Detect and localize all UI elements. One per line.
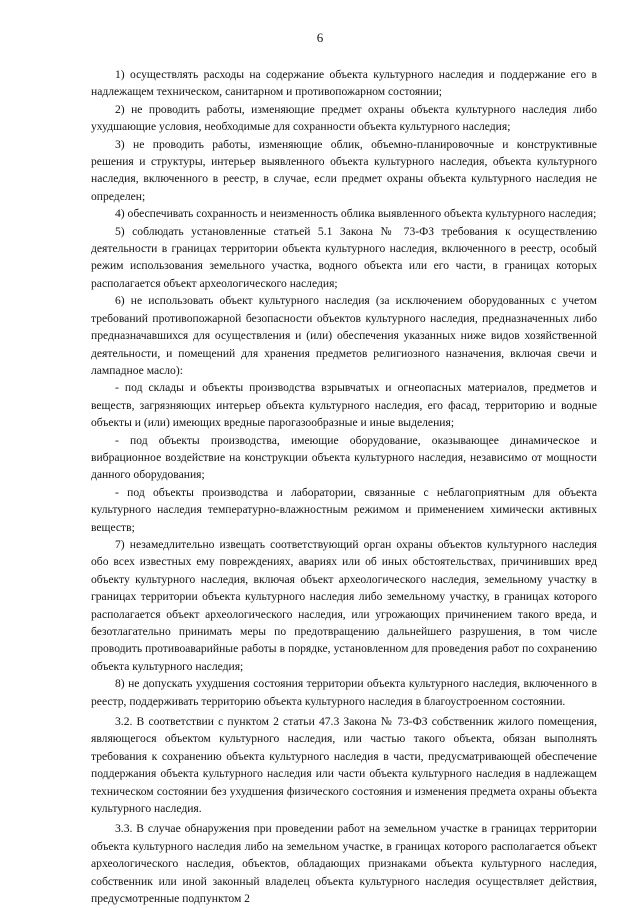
paragraph-item-7: 7) незамедлительно извещать соответствующий орган охраны объектов культурного наследия обо всех известных ему повреждениях, авариях или об иных обстоятельствах, причинивших вред объекту культурного наследия, включая объект археологического наследия, земельному участку в границах территории объекта культурного наследия либо земельному участку, в границах которого располагается объект археологического наследия, или угрожающих причинением такого вреда, и безотлагательно принимать меры по предотвращению дальнейшего разрушения, в том числе проводить противоаварийные работы в порядке, установленном для проведения работ по сохранению объекта культурного наследия; bbox=[91, 537, 597, 673]
paragraph-item-2: 2) не проводить работы, изменяющие предмет охраны объекта культурного наследия либо ухудшающие условия, необходимые для сохранности объекта культурного наследия; bbox=[91, 102, 597, 134]
paragraph-bullet-1: - под склады и объекты производства взрывчатых и огнеопасных материалов, предметов и веществ, загрязняющих интерьер объекта культурного наследия, его фасад, территорию и водные объекты и (или) имеющих вредные парогазообразные и иные выделения; bbox=[91, 381, 597, 430]
paragraph-item-4: 4) обеспечивать сохранность и неизменность облика выявленного объекта культурного наследия; bbox=[115, 207, 597, 221]
page-number: 6 bbox=[316, 30, 324, 45]
paragraph-section-3-2: 3.2. В соответствии с пунктом 2 статьи 47.3 Закона № 73-ФЗ собственник жилого помещения, являющегося объектом культурного наследия, или частью такого объекта, обязан выполнять требования к сохранению объекта культурного наследия в части, предусматривающей обеспечение поддержания объекта культурного наследия или части объекта культурного наследия в надлежащем техническом состоянии без ухудшения физического состояния и изменения предмета охраны объекта культурного наследия. bbox=[91, 715, 597, 816]
paragraph-bullet-2: - под объекты производства, имеющие оборудование, оказывающее динамическое и вибрационное воздействие на конструкции объекта культурного наследия, независимо от мощности данного оборудования; bbox=[91, 433, 597, 482]
document-body bbox=[91, 66, 597, 908]
paragraph-bullet-3: - под объекты производства и лаборатории, связанные с неблагоприятным для объекта культурного наследия температурно-влажностным режимом и применением химически активных веществ; bbox=[91, 485, 597, 534]
paragraph-item-5: 5) соблюдать установленные статьей 5.1 Закона № 73-ФЗ требования к осуществлению деятельности в границах территории объекта культурного наследия, включенного в реестр, особый режим использования земельного участка, водного объекта или его части, в границах которых располагается объект археологического наследия; bbox=[91, 224, 597, 290]
paragraph-item-8: 8) не допускать ухудшения состояния территории объекта культурного наследия, включенного в реестр, поддерживать территорию объекта культурного наследия в благоустроенном состоянии. bbox=[91, 677, 597, 708]
paragraph-item-1: 1) осуществлять расходы на содержание объекта культурного наследия и поддержание его в надлежащем техническом, санитарном и противопожарном состоянии; bbox=[91, 68, 597, 99]
paragraph-section-3-3: 3.3. В случае обнаружения при проведении работ на земельном участке в границах территории объекта культурного наследия либо на земельном участке, в границах которого располагается объект археологического наследия, объектов, обладающих признаками объекта культурного наследия, собственник или иной законный владелец объекта культурного наследия осуществляет действия, предусмотренные подпунктом 2 bbox=[91, 822, 597, 906]
paragraph-item-3: 3) не проводить работы, изменяющие облик, объемно-планировочные и конструктивные решения и структуры, интерьер выявленного объекта культурного наследия, объекта культурного наследия, включенного в реестр, в случае, если предмет охраны объекта культурного наследия не определен; bbox=[91, 137, 597, 203]
paragraph-item-6: 6) не использовать объект культурного наследия (за исключением оборудованных с учетом требований противопожарной безопасности объектов культурного наследия, предназначенных либо предназначавшихся для осуществления и (или) обеспечения указанных ниже видов хозяйственной деятельности, и помещений для хранения предметов религиозного назначения, включая свечи и лампадное масло): bbox=[91, 294, 597, 377]
